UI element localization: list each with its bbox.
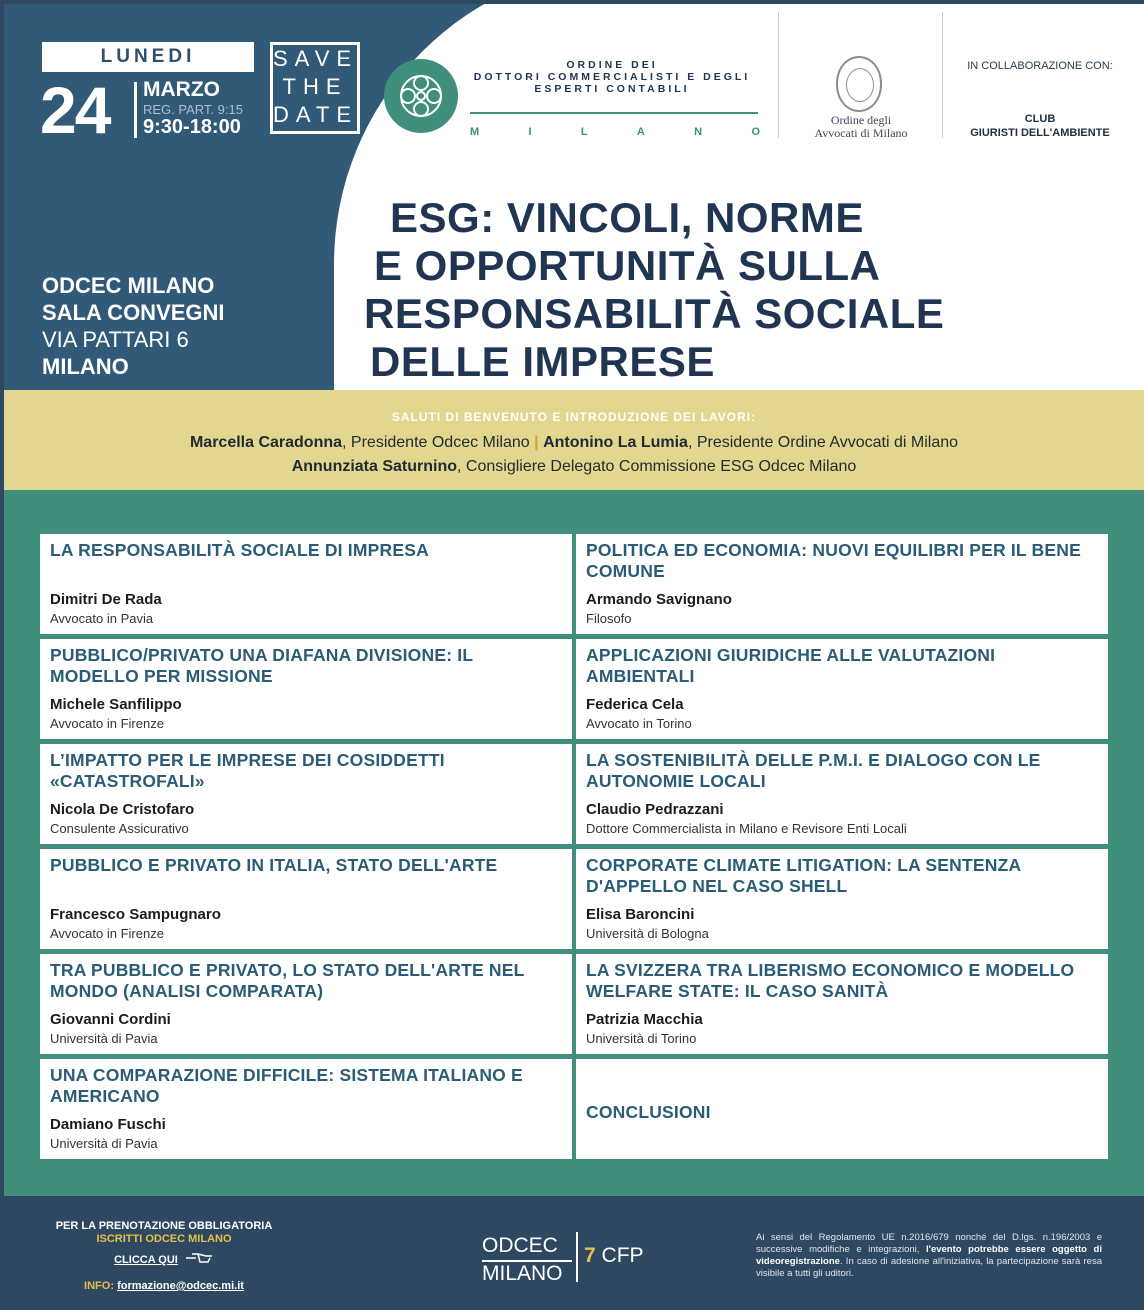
city-letter: A (636, 126, 645, 138)
city-letter: L (580, 126, 588, 138)
session-title: L’IMPATTO PER LE IMPRESE DEI COSIDDETTI «CATASTROFALI» (50, 750, 445, 791)
session-title: PUBBLICO/PRIVATO UNA DIAFANA DIVISIONE: IL MODELLO PER MISSIONE (50, 645, 473, 686)
save-the-date-badge (270, 42, 360, 134)
session-affiliation: Avvocato in Pavia (50, 611, 154, 626)
welcome-role: , Presidente Ordine Avvocati di Milano (687, 434, 959, 451)
venue-line4: MILANO (42, 354, 129, 379)
info-label: INFO: (84, 1280, 114, 1292)
session-title: PUBBLICO E PRIVATO IN ITALIA, STATO DELL'ARTE (50, 855, 498, 875)
legal-part2: . In caso di adesione all'iniziativa, la partecipazione sarà resa visibile a tutti gli uditori. (756, 1256, 1102, 1279)
session-speaker: Claudio Pedrazzani (586, 801, 724, 818)
odcec-line2: DOTTORI COMMERCIALISTI E DEGLI (473, 71, 751, 83)
session-grid (40, 534, 1108, 1159)
session-card (40, 1059, 572, 1159)
save-word: SAVE (273, 46, 359, 71)
session-affiliation: Università di Pavia (50, 1136, 158, 1151)
city-letter: O (751, 126, 760, 138)
footer-logo-line2: MILANO (482, 1262, 563, 1285)
session-affiliation: Avvocato in Firenze (50, 926, 164, 941)
booking-line2: ISCRITTI ODCEC MILANO (96, 1233, 232, 1245)
odcec-logo-city (470, 126, 760, 138)
session-card (40, 849, 572, 949)
footer-logo-divider (576, 1232, 578, 1282)
odcec-line3: ESPERTI CONTABILI (534, 83, 690, 95)
session-title: TRA PUBBLICO E PRIVATO, LO STATO DELL'ARTE NEL MONDO (ANALISI COMPARATA) (50, 960, 525, 1001)
the-word: THE (282, 74, 348, 99)
registration-time: REG. PART. 9:15 (143, 102, 243, 117)
session-speaker: Nicola De Cristofaro (50, 801, 195, 818)
legal-part1: Ai sensi del Regolamento UE n.2016/679 nonché del D.lgs. n.196/2003 e successive modifiche e integrazioni, (756, 1232, 1102, 1255)
session-title: LA SVIZZERA TRA LIBERISMO ECONOMICO E MODELLO WELFARE STATE: IL CASO SANITÀ (586, 960, 1075, 1001)
city-letter: M (470, 126, 480, 138)
session-title: LA RESPONSABILITÀ SOCIALE DI IMPRESA (50, 540, 429, 560)
event-month: MARZO (143, 78, 220, 101)
session-title: CONCLUSIONI (586, 1101, 711, 1122)
welcome-separator: | (534, 434, 539, 451)
session-title: APPLICAZIONI GIURIDICHE ALLE VALUTAZIONI AMBIENTALI (586, 645, 996, 686)
session-speaker: Armando Savignano (586, 591, 732, 608)
welcome-speaker: Marcella Caradonna (189, 434, 343, 451)
venue-block (42, 272, 225, 380)
session-affiliation: Avvocato in Firenze (50, 716, 164, 731)
cfp-number: 7 (584, 1244, 596, 1267)
venue-line1: ODCEC MILANO (42, 273, 215, 298)
welcome-band (4, 390, 1144, 490)
session-card (40, 639, 572, 739)
poster (4, 4, 1144, 1310)
session-speaker: Michele Sanfilippo (50, 696, 182, 713)
session-card (576, 744, 1108, 844)
session-affiliation: Università di Bologna (586, 926, 709, 941)
footer-logo-rule (482, 1260, 572, 1262)
session-card (40, 534, 572, 634)
session-card (576, 534, 1108, 634)
date-word: DATE (273, 102, 359, 127)
session-title: CORPORATE CLIMATE LITIGATION: LA SENTENZA D'APPELLO NEL CASO SHELL (586, 855, 1021, 896)
cfp-label: CFP (601, 1244, 644, 1267)
collaboration-label: IN COLLABORAZIONE CON: (967, 60, 1113, 72)
session-speaker: Damiano Fuschi (50, 1116, 166, 1133)
session-title: POLITICA ED ECONOMIA: NUOVI EQUILIBRI PER IL BENE COMUNE (586, 540, 1081, 581)
session-affiliation: Avvocato in Torino (586, 716, 692, 731)
avvocati-line2: Avvocati di Milano (814, 126, 908, 140)
session-affiliation: Dottore Commercialista in Milano e Revisore Enti Locali (586, 821, 907, 836)
click-here-link[interactable] (114, 1250, 214, 1270)
welcome-role: , Consigliere Delegato Commissione ESG Odcec Milano (457, 458, 857, 475)
city-letter: I (528, 126, 532, 138)
session-speaker: Francesco Sampugnaro (50, 906, 221, 923)
session-card (576, 954, 1108, 1054)
footer-logo-line1: ODCEC (482, 1234, 558, 1257)
avvocati-logo-text (786, 114, 936, 140)
session-title: LA SOSTENIBILITÀ DELLE P.M.I. E DIALOGO CON LE AUTONOMIE LOCALI (586, 750, 1041, 791)
session-card (576, 849, 1108, 949)
club-logo-text (950, 112, 1130, 140)
weekday-label: LUNEDI (42, 42, 254, 72)
avvocati-seal-icon (836, 56, 882, 112)
welcome-line2 (4, 458, 1144, 476)
welcome-speaker: Antonino La Lumia (543, 434, 688, 451)
odcec-line1: ORDINE DEI (566, 59, 658, 71)
session-card-conclusions (576, 1059, 1108, 1159)
welcome-role: , Presidente Odcec Milano (342, 434, 530, 451)
hand-pointer-icon (184, 1250, 214, 1270)
session-speaker: Dimitri De Rada (50, 591, 162, 608)
title-line: ESG: VINCOLI, NORME (390, 194, 864, 241)
date-divider (134, 82, 137, 138)
welcome-speaker: Annunziata Saturnino (291, 458, 458, 475)
welcome-line1 (4, 434, 1144, 452)
venue-line3: VIA PATTARI 6 (42, 327, 189, 352)
welcome-heading: SALUTI DI BENVENUTO E INTRODUZIONE DEI LAVORI: (391, 410, 757, 424)
odcec-emblem-icon (384, 59, 458, 133)
logo-divider (942, 12, 943, 138)
title-line: RESPONSABILITÀ SOCIALE (364, 290, 945, 337)
event-time: 9:30-18:00 (143, 116, 241, 138)
info-email-link[interactable]: formazione@odcec.mi.it (117, 1280, 244, 1292)
cfp-credits (584, 1244, 644, 1268)
avvocati-line1: Ordine degli (830, 113, 892, 127)
session-speaker: Federica Cela (586, 696, 684, 713)
event-title (364, 194, 944, 386)
privacy-notice (756, 1232, 1102, 1280)
title-line: DELLE IMPRESE (370, 338, 715, 385)
booking-block (24, 1220, 304, 1270)
legal-bold: l'evento potrebbe essere oggetto di videoregistrazione (756, 1244, 1102, 1267)
city-letter: N (694, 126, 703, 138)
booking-line1: PER LA PRENOTAZIONE OBBLIGATORIA (55, 1220, 273, 1232)
session-card (40, 744, 572, 844)
session-speaker: Elisa Baroncini (586, 906, 695, 923)
venue-line2: SALA CONVEGNI (42, 300, 225, 325)
event-day: 24 (40, 73, 110, 147)
info-line (24, 1280, 304, 1292)
club-line2: GIURISTI DELL'AMBIENTE (970, 127, 1110, 139)
session-card (40, 954, 572, 1054)
session-affiliation: Filosofo (586, 611, 632, 626)
title-line: E OPPORTUNITÀ SULLA (374, 242, 881, 289)
session-card (576, 639, 1108, 739)
session-title: UNA COMPARAZIONE DIFFICILE: SISTEMA ITALIANO E AMERICANO (50, 1065, 523, 1106)
club-line1: CLUB (1024, 113, 1056, 125)
session-affiliation: Università di Pavia (50, 1031, 158, 1046)
click-here-label: CLICCA QUI (114, 1253, 178, 1266)
session-affiliation: Università di Torino (586, 1031, 697, 1046)
session-speaker: Patrizia Macchia (586, 1011, 703, 1028)
session-affiliation: Consulente Assicurativo (50, 821, 189, 836)
logo-divider (778, 12, 779, 138)
odcec-logo-rule (470, 112, 758, 114)
session-speaker: Giovanni Cordini (50, 1011, 171, 1028)
program-section (4, 490, 1144, 1196)
odcec-logo-text (464, 59, 760, 95)
footer (4, 1196, 1144, 1310)
